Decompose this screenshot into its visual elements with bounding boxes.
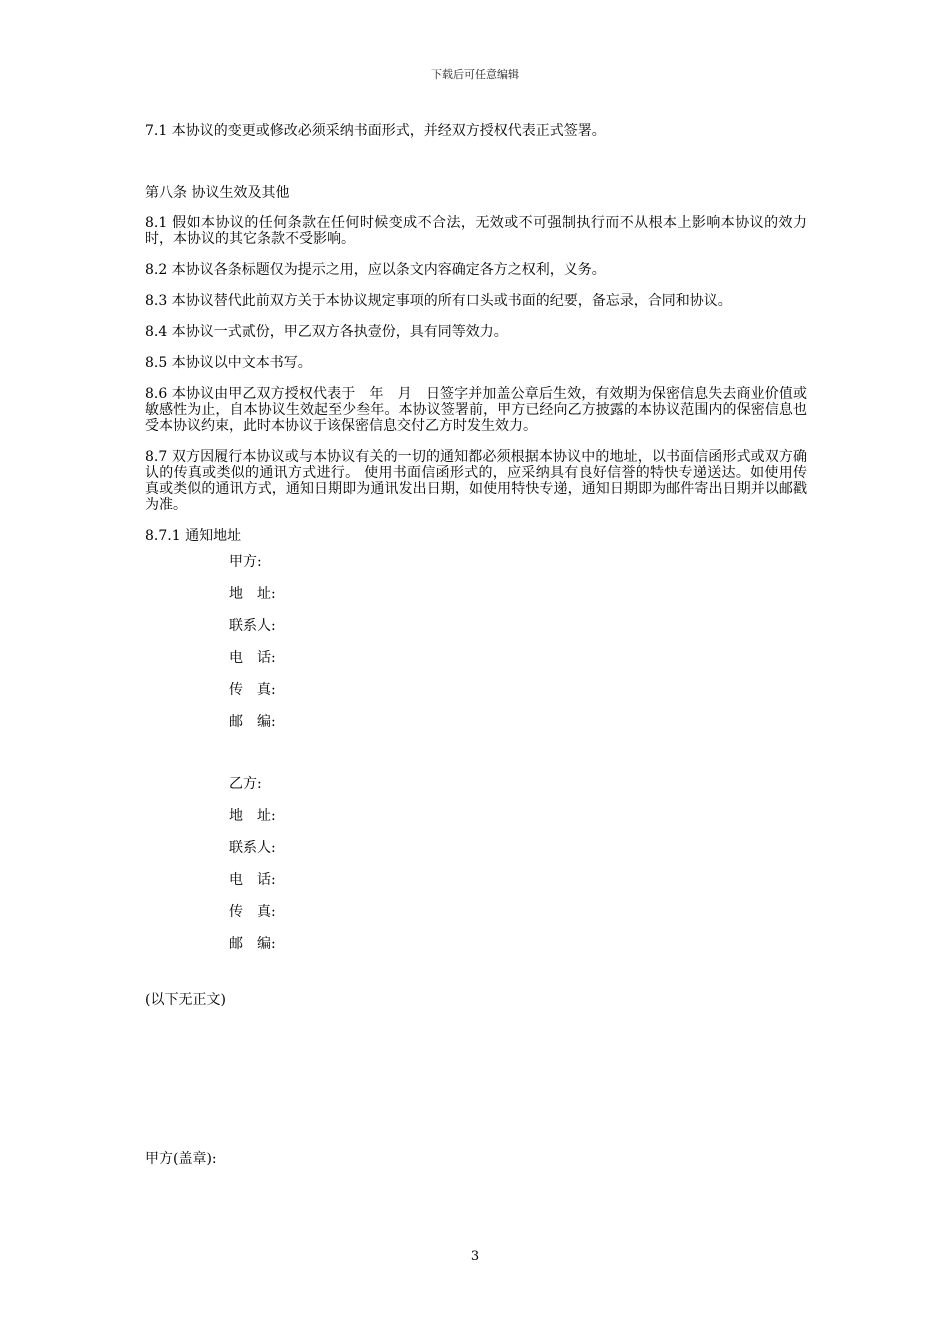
page-header: 下载后可任意编辑 — [431, 68, 519, 81]
party-a-contact: 联系人: — [229, 618, 276, 634]
party-a-fields — [229, 554, 807, 746]
clause-8-7-1: 8.7.1 通知地址 — [145, 528, 242, 544]
clause-8-2: 8.2 本协议各条标题仅为提示之用，应以条文内容确定各方之权利，义务。 — [145, 262, 606, 278]
party-b-phone: 电 话: — [229, 872, 276, 888]
clause-8-7: 8.7 双方因履行本协议或与本协议有关的一切的通知都必须根据本协议中的地址，以书面信函形式或双方确认的传真或类似的通讯方式进行。 使用书面信函形式的，应采纳具有良好信誉的特快专递送达。如使用传真或类似的通讯方式，通知日期即为通讯发出日期，如使用特快专递，通知日期即为邮件寄出日期并以邮戳为准。 — [145, 449, 807, 513]
party-a-postcode: 邮 编: — [229, 714, 276, 730]
party-b-fields — [229, 776, 807, 968]
clause-8-4: 8.4 本协议一式贰份，甲乙双方各执壹份，具有同等效力。 — [145, 324, 508, 340]
party-b-label: 乙方: — [229, 776, 262, 792]
clause-7-1: 7.1 本协议的变更或修改必须采纳书面形式，并经双方授权代表正式签署。 — [145, 123, 606, 139]
end-of-text-note: (以下无正文) — [145, 992, 226, 1008]
party-b-address: 地 址: — [229, 808, 276, 824]
party-a-seal-line: 甲方(盖章): — [145, 1151, 217, 1167]
party-a-label: 甲方: — [229, 554, 262, 570]
party-a-phone: 电 话: — [229, 650, 276, 666]
party-b-contact: 联系人: — [229, 840, 276, 856]
party-b-postcode: 邮 编: — [229, 936, 276, 952]
party-a-address: 地 址: — [229, 586, 276, 602]
clause-8-5: 8.5 本协议以中文本书写。 — [145, 355, 312, 371]
clause-8-1: 8.1 假如本协议的任何条款在任何时候变成不合法，无效或不可强制执行而不从根本上影响本协议的效力时，本协议的其它条款不受影响。 — [145, 215, 807, 247]
party-a-fax: 传 真: — [229, 682, 276, 698]
spacer — [145, 746, 807, 776]
section-8-title: 第八条 协议生效及其他 — [145, 185, 290, 201]
clause-8-3: 8.3 本协议替代此前双方关于本协议规定事项的所有口头或书面的纪要，备忘录，合同和协议。 — [145, 293, 732, 309]
clause-8-6: 8.6 本协议由甲乙双方授权代表于 年 月 日签字并加盖公章后生效，有效期为保密信息失去商业价值或敏感性为止，自本协议生效起至少叁年。本协议签署前，甲方已经向乙方披露的本协议范围内的保密信息也受本协议约束，此时本协议于该保密信息交付乙方时发生效力。 — [145, 386, 807, 434]
page-number: 3 — [470, 1249, 480, 1264]
document-body — [145, 123, 807, 1022]
party-b-fax: 传 真: — [229, 904, 276, 920]
